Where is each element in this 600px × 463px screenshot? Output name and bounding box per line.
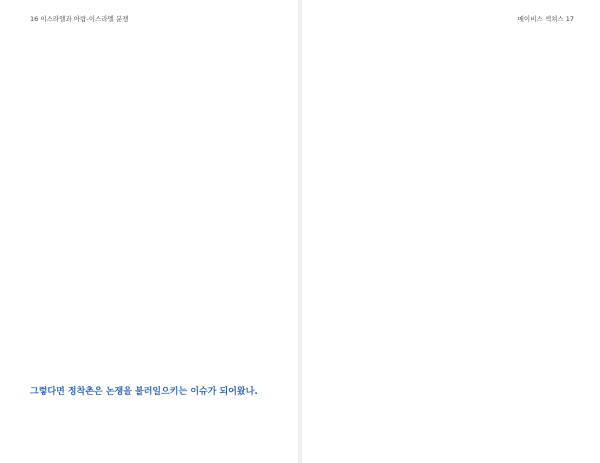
paragraph xyxy=(30,315,286,378)
section-heading: 그렇다면 정착촌은 논쟁을 불러일으키는 이슈가 되어왔나. xyxy=(30,387,258,397)
right-running-head: 메이비스 섹쳐스 17 xyxy=(517,15,574,23)
paragraph-text xyxy=(30,176,286,189)
paragraph xyxy=(316,342,574,443)
paragraph xyxy=(30,405,286,431)
paragraph xyxy=(316,140,574,216)
right-body xyxy=(316,26,574,443)
paragraph-text xyxy=(316,216,574,229)
left-body xyxy=(30,26,286,378)
paragraph xyxy=(316,216,574,279)
paragraph xyxy=(30,26,286,176)
paragraph-text xyxy=(316,26,574,39)
paragraph-text xyxy=(316,140,574,153)
paragraph-text xyxy=(316,279,574,292)
paragraph-text xyxy=(30,315,286,328)
paragraph xyxy=(316,279,574,342)
paragraph-text xyxy=(316,102,574,115)
paragraph-text xyxy=(30,26,286,39)
paragraph xyxy=(316,102,574,140)
paragraph xyxy=(30,252,286,315)
paragraph-text xyxy=(30,252,286,265)
paragraph-text xyxy=(316,342,574,355)
paragraph-text xyxy=(30,405,286,418)
paragraph xyxy=(316,26,574,102)
left-running-head: 16 이스라엘과 아랍-이스라엘 분쟁 xyxy=(30,15,129,23)
left-body-after-heading xyxy=(30,405,286,431)
right-page xyxy=(300,0,600,463)
paragraph xyxy=(30,176,286,252)
